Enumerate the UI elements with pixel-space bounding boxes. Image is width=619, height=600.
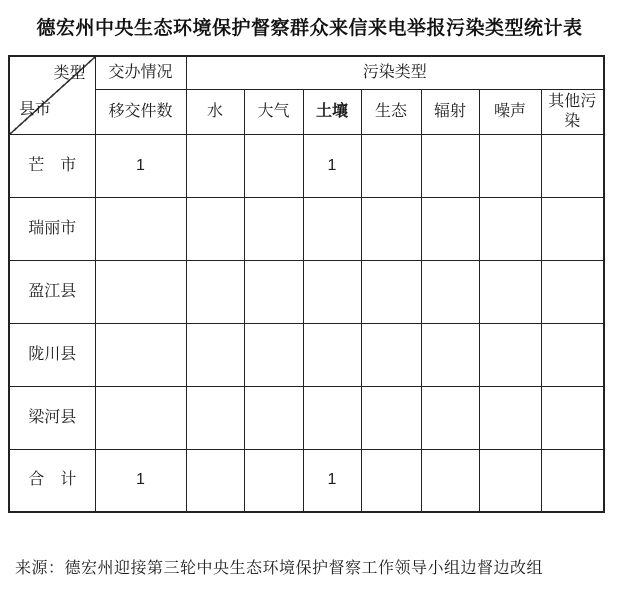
pollution-value-cell (479, 260, 541, 323)
header-assignment-group: 交办情况 (95, 56, 186, 89)
pollution-value-cell (244, 449, 303, 512)
table-row-yingjiang (9, 260, 604, 323)
table-row-mangshi (9, 134, 604, 197)
pollution-value-cell (541, 323, 604, 386)
pollution-value-cell (421, 197, 479, 260)
pollution-value-cell (186, 260, 244, 323)
pollution-value-cell (244, 134, 303, 197)
header-water: 水 (186, 89, 244, 134)
pollution-value-cell (479, 197, 541, 260)
table-row-longchuan (9, 323, 604, 386)
table-row-ruili (9, 197, 604, 260)
pollution-value-cell (186, 386, 244, 449)
pollution-value-cell (361, 134, 421, 197)
header-radiation: 辐射 (421, 89, 479, 134)
pollution-value-cell (361, 197, 421, 260)
pollution-value-cell (361, 260, 421, 323)
header-pollution-group: 污染类型 (186, 56, 604, 89)
pollution-value-cell (421, 386, 479, 449)
pollution-value-cell (244, 260, 303, 323)
transferred-count-cell (95, 197, 186, 260)
pollution-value-cell (541, 260, 604, 323)
pollution-value-cell (541, 134, 604, 197)
transferred-count-cell (95, 323, 186, 386)
pollution-value-cell (479, 449, 541, 512)
county-cell: 陇川县 (9, 323, 95, 386)
county-cell: 芒 市 (9, 134, 95, 197)
page-title: 德宏州中央生态环境保护督察群众来信来电举报污染类型统计表 (36, 18, 583, 39)
pollution-value-cell (541, 386, 604, 449)
transferred-count-cell (95, 386, 186, 449)
pollution-value-cell: 1 (303, 449, 361, 512)
table-row-total (9, 449, 604, 512)
pollution-value-cell (421, 134, 479, 197)
header-transferred: 移交件数 (95, 89, 186, 134)
pollution-value-cell (421, 260, 479, 323)
header-noise: 噪声 (479, 89, 541, 134)
stats-table (8, 55, 605, 513)
pollution-value-cell (244, 386, 303, 449)
pollution-value-cell (479, 134, 541, 197)
pollution-value-cell (421, 323, 479, 386)
county-cell: 合 计 (9, 449, 95, 512)
header-row-groups (9, 56, 604, 89)
pollution-value-cell (186, 197, 244, 260)
pollution-value-cell (361, 449, 421, 512)
pollution-value-cell (541, 449, 604, 512)
pollution-value-cell (361, 323, 421, 386)
pollution-value-cell (303, 197, 361, 260)
pollution-value-cell (361, 386, 421, 449)
header-air: 大气 (244, 89, 303, 134)
source-note: 来源：德宏州迎接第三轮中央生态环境保护督察工作领导小组边督边改组 (15, 560, 544, 577)
pollution-value-cell (186, 323, 244, 386)
header-soil: 土壤 (303, 89, 361, 134)
pollution-value-cell: 1 (303, 134, 361, 197)
pollution-value-cell (303, 323, 361, 386)
pollution-value-cell (244, 323, 303, 386)
pollution-value-cell (186, 134, 244, 197)
table-row-lianghe (9, 386, 604, 449)
pollution-value-cell (541, 197, 604, 260)
pollution-value-cell (303, 386, 361, 449)
pollution-value-cell (479, 386, 541, 449)
pollution-value-cell (421, 449, 479, 512)
county-cell: 梁河县 (9, 386, 95, 449)
corner-cell (9, 56, 95, 134)
pollution-value-cell (186, 449, 244, 512)
header-row-subtypes (9, 89, 604, 134)
pollution-value-cell (303, 260, 361, 323)
transferred-count-cell: 1 (95, 134, 186, 197)
pollution-value-cell (479, 323, 541, 386)
county-cell: 瑞丽市 (9, 197, 95, 260)
corner-county-label: 县市 (19, 100, 52, 118)
header-ecology: 生态 (361, 89, 421, 134)
pollution-value-cell (244, 197, 303, 260)
header-other-pollution: 其他污染 (541, 89, 604, 134)
corner-type-label: 类型 (53, 65, 86, 82)
county-cell: 盈江县 (9, 260, 95, 323)
transferred-count-cell: 1 (95, 449, 186, 512)
transferred-count-cell (95, 260, 186, 323)
